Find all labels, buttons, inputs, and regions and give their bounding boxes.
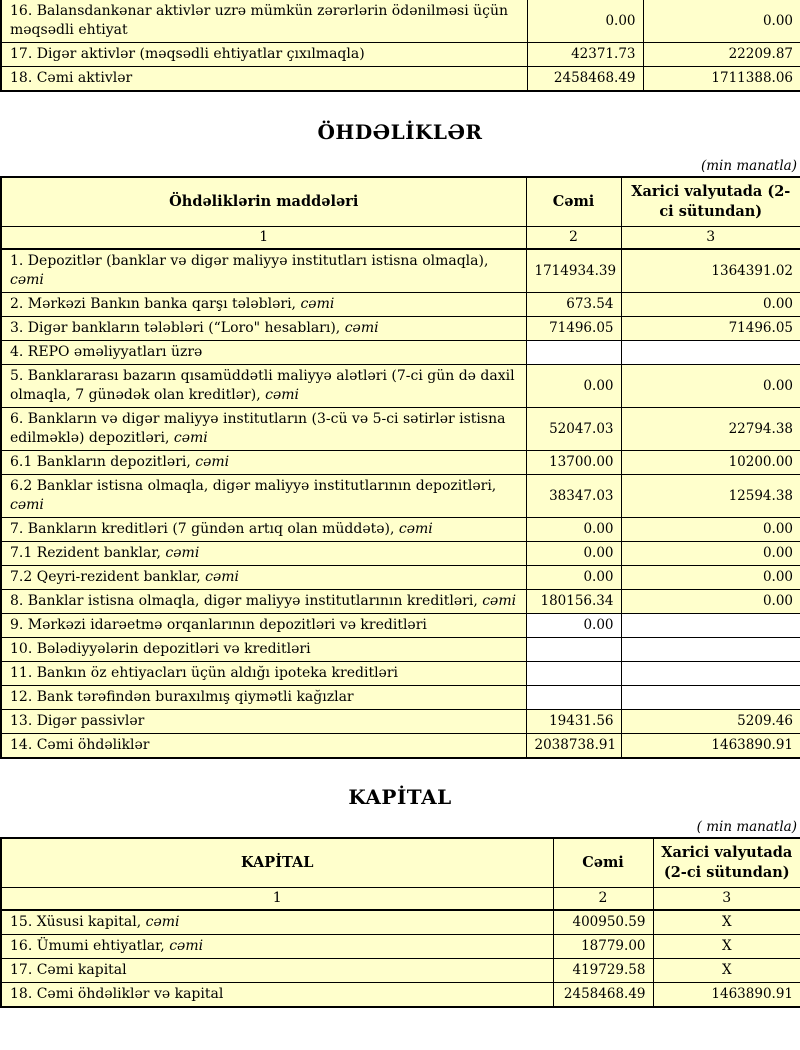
row-label: 17. Digər aktivlər (məqsədli ehtiyatlar çıxılmaqla)	[1, 43, 527, 67]
table-row	[1, 590, 800, 614]
liabilities-header-foreign: Xarici valyutada (2-ci sütundan)	[621, 177, 800, 227]
row-label-italic-suffix: cəmi	[165, 545, 200, 561]
row-value-total: 18779.00	[553, 935, 653, 959]
capital-index-row	[1, 888, 800, 911]
row-label: 10. Bələdiyyələrin depozitləri və kreditləri	[1, 638, 526, 662]
row-value-total: 42371.73	[527, 43, 643, 67]
index-col3: 3	[621, 227, 800, 250]
row-label: 12. Bank tərəfindən buraxılmış qiymətli kağızlar	[1, 686, 526, 710]
table-row	[1, 638, 800, 662]
row-label: 9. Mərkəzi idarəetmə orqanlarının depozitləri və kreditləri	[1, 614, 526, 638]
table-row	[1, 451, 800, 475]
row-value-total: 180156.34	[526, 590, 621, 614]
row-value-foreign-currency: X	[653, 910, 800, 935]
table-row	[1, 686, 800, 710]
row-label: 15. Xüsusi kapital, cəmi	[1, 910, 553, 935]
table-row	[1, 710, 800, 734]
row-label: 4. REPO əməliyyatları üzrə	[1, 341, 526, 365]
row-label-italic-suffix: cəmi	[145, 914, 180, 930]
liabilities-section-title: ÖHDƏLİKLƏR	[317, 120, 483, 144]
row-label: 16. Ümumi ehtiyatlar, cəmi	[1, 935, 553, 959]
row-label: 6. Bankların və digər maliyyə institutların (3-cü və 5-ci sətirlər istisna edilməklə) depozitləri, cəmi	[1, 408, 526, 451]
row-label-italic-suffix: cəmi	[265, 387, 299, 403]
capital-unit-note: ( min manatla)	[696, 819, 797, 835]
row-value-foreign-currency: 12594.38	[621, 475, 800, 518]
row-label-italic-suffix: cəmi	[10, 497, 44, 513]
capital-header-items: KAPİTAL	[1, 838, 553, 888]
index-col1: 1	[1, 888, 553, 911]
row-value-total: 38347.03	[526, 475, 621, 518]
row-value-foreign-currency: 10200.00	[621, 451, 800, 475]
assets-table	[0, 0, 800, 92]
table-row	[1, 935, 800, 959]
row-value-total: 2038738.91	[526, 734, 621, 759]
row-label-italic-suffix: cəmi	[169, 938, 204, 954]
row-label: 7. Bankların kreditləri (7 gündən artıq olan müddətə), cəmi	[1, 518, 526, 542]
row-value-foreign-currency	[621, 638, 800, 662]
index-col2: 2	[526, 227, 621, 250]
row-value-foreign-currency: 1463890.91	[653, 983, 800, 1008]
table-row	[1, 317, 800, 341]
row-value-foreign-currency	[621, 341, 800, 365]
table-row	[1, 475, 800, 518]
row-value-foreign-currency: 0.00	[621, 518, 800, 542]
row-value-total: 1714934.39	[526, 249, 621, 293]
table-row	[1, 542, 800, 566]
row-value-foreign-currency: 1711388.06	[643, 67, 800, 92]
row-value-total: 0.00	[526, 542, 621, 566]
row-value-foreign-currency: 22209.87	[643, 43, 800, 67]
row-label-italic-suffix: cəmi	[344, 320, 379, 336]
row-value-foreign-currency: 71496.05	[621, 317, 800, 341]
table-row	[1, 365, 800, 408]
row-label-italic-suffix: cəmi	[195, 454, 230, 470]
liabilities-unit-note: (min manatla)	[700, 158, 797, 174]
row-label: 18. Cəmi aktivlər	[1, 67, 527, 92]
table-row	[1, 614, 800, 638]
row-value-foreign-currency: 22794.38	[621, 408, 800, 451]
row-value-total	[526, 341, 621, 365]
row-value-foreign-currency	[621, 686, 800, 710]
index-col2: 2	[553, 888, 653, 911]
row-value-total: 0.00	[526, 566, 621, 590]
row-value-total: 52047.03	[526, 408, 621, 451]
index-col3: 3	[653, 888, 800, 911]
row-label: 3. Digər bankların tələbləri (“Loro" hesabları), cəmi	[1, 317, 526, 341]
row-value-total: 0.00	[527, 0, 643, 43]
row-value-foreign-currency: 0.00	[643, 0, 800, 43]
row-label: 1. Depozitlər (banklar və digər maliyyə institutları istisna olmaqla), cəmi	[1, 249, 526, 293]
liabilities-index-row	[1, 227, 800, 250]
row-label: 5. Banklararası bazarın qısamüddətli maliyyə alətləri (7-ci gün də daxil olmaqla, 7 günədək olan kreditlər), cəmi	[1, 365, 526, 408]
capital-section-title: KAPİTAL	[348, 785, 452, 809]
row-value-foreign-currency: 0.00	[621, 542, 800, 566]
row-value-foreign-currency: 0.00	[621, 365, 800, 408]
row-label-italic-suffix: cəmi	[398, 521, 433, 537]
row-label: 6.1 Bankların depozitləri, cəmi	[1, 451, 526, 475]
table-row	[1, 293, 800, 317]
row-label-italic-suffix: cəmi	[205, 569, 240, 585]
row-value-foreign-currency: X	[653, 935, 800, 959]
liabilities-header-total: Cəmi	[526, 177, 621, 227]
liabilities-table	[0, 176, 800, 759]
table-row	[1, 67, 800, 92]
row-label-italic-suffix: cəmi	[10, 272, 44, 288]
table-row	[1, 662, 800, 686]
row-value-foreign-currency: 0.00	[621, 293, 800, 317]
row-label: 17. Cəmi kapital	[1, 959, 553, 983]
table-row	[1, 910, 800, 935]
liabilities-header-row	[1, 177, 800, 227]
row-value-total: 71496.05	[526, 317, 621, 341]
row-label: 16. Balansdankənar aktivlər uzrə mümkün zərərlərin ödənilməsi üçün məqsədli ehtiyat	[1, 0, 527, 43]
row-value-foreign-currency: 1463890.91	[621, 734, 800, 759]
row-label: 8. Banklar istisna olmaqla, digər maliyyə institutlarının kreditləri, cəmi	[1, 590, 526, 614]
row-value-foreign-currency	[621, 614, 800, 638]
table-row	[1, 0, 800, 43]
row-value-total: 0.00	[526, 614, 621, 638]
row-value-total: 419729.58	[553, 959, 653, 983]
table-row	[1, 249, 800, 293]
row-value-total	[526, 662, 621, 686]
row-value-foreign-currency: 5209.46	[621, 710, 800, 734]
row-value-total: 2458468.49	[553, 983, 653, 1008]
table-row	[1, 566, 800, 590]
row-value-total	[526, 686, 621, 710]
row-label: 11. Bankın öz ehtiyacları üçün aldığı ipoteka kreditləri	[1, 662, 526, 686]
row-value-total: 0.00	[526, 518, 621, 542]
row-label-italic-suffix: cəmi	[300, 296, 335, 312]
table-row	[1, 983, 800, 1008]
liabilities-header-items: Öhdəliklərin maddələri	[1, 177, 526, 227]
table-row	[1, 341, 800, 365]
row-label: 7.1 Rezident banklar, cəmi	[1, 542, 526, 566]
row-value-total: 13700.00	[526, 451, 621, 475]
row-label-italic-suffix: cəmi	[482, 593, 517, 609]
row-label: 2. Mərkəzi Bankın banka qarşı tələbləri, cəmi	[1, 293, 526, 317]
row-value-foreign-currency: 0.00	[621, 590, 800, 614]
row-label: 14. Cəmi öhdəliklər	[1, 734, 526, 759]
row-value-total: 19431.56	[526, 710, 621, 734]
index-col1: 1	[1, 227, 526, 250]
capital-table	[0, 837, 800, 1008]
row-value-foreign-currency: 1364391.02	[621, 249, 800, 293]
row-value-total: 2458468.49	[527, 67, 643, 92]
table-row	[1, 734, 800, 759]
row-value-total: 673.54	[526, 293, 621, 317]
row-value-foreign-currency	[621, 662, 800, 686]
row-value-foreign-currency: 0.00	[621, 566, 800, 590]
row-label: 6.2 Banklar istisna olmaqla, digər maliyyə institutlarının depozitləri, cəmi	[1, 475, 526, 518]
row-value-total	[526, 638, 621, 662]
row-value-total: 0.00	[526, 365, 621, 408]
row-value-total: 400950.59	[553, 910, 653, 935]
table-row	[1, 408, 800, 451]
row-label: 13. Digər passivlər	[1, 710, 526, 734]
row-label: 7.2 Qeyri-rezident banklar, cəmi	[1, 566, 526, 590]
table-row	[1, 959, 800, 983]
capital-header-row	[1, 838, 800, 888]
capital-header-total: Cəmi	[553, 838, 653, 888]
row-label-italic-suffix: cəmi	[173, 430, 208, 446]
capital-header-foreign: Xarici valyutada (2-ci sütundan)	[653, 838, 800, 888]
row-value-foreign-currency: X	[653, 959, 800, 983]
table-row	[1, 43, 800, 67]
row-label: 18. Cəmi öhdəliklər və kapital	[1, 983, 553, 1008]
table-row	[1, 518, 800, 542]
